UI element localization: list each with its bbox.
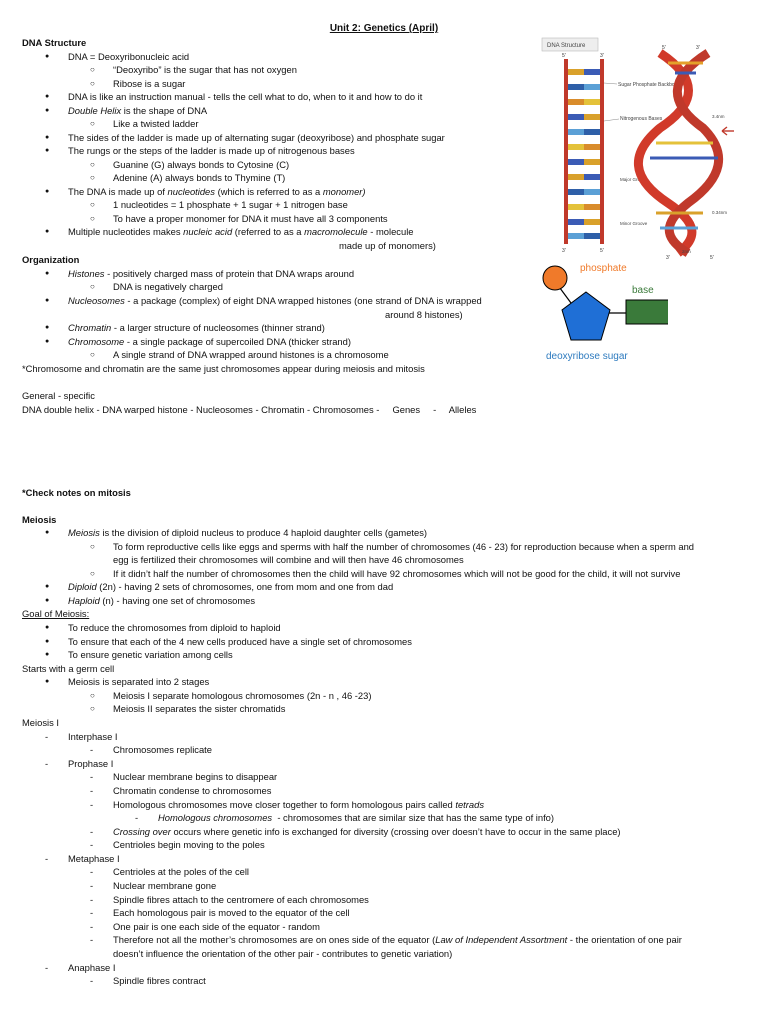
label-nitrogenous-bases: Nitrogenous Bases — [620, 116, 663, 122]
list-item: - Chromosomes replicate — [113, 744, 212, 756]
list-item: ○ If it didn’t half the number of chromosomes then the child will have 92 chromosomes which will not be good for the child, it will not survive — [113, 568, 680, 580]
ladder-rungs — [568, 69, 600, 239]
base-label: base — [632, 285, 654, 296]
ladder-left-rail — [564, 59, 568, 244]
list-item: ● Chromatin - a larger structure of nucleosomes (thinner strand) — [68, 322, 325, 334]
list-item: ● Histones - positively charged mass of protein that DNA wraps around — [68, 268, 354, 280]
heading-meiosis: Meiosis — [22, 514, 57, 525]
list-item: ● Nucleosomes - a package (complex) of eight DNA wrapped histones (one strand of DNA is wrapped — [68, 295, 482, 307]
heading-dna-structure: DNA Structure — [22, 37, 87, 48]
list-item: ● To ensure genetic variation among cells — [68, 649, 233, 661]
list-item: ● DNA = Deoxyribonucleic acid — [68, 51, 189, 63]
list-item: ○ Like a twisted ladder — [113, 118, 198, 130]
dna-structure-diagram — [538, 33, 736, 263]
list-item: - Homologous chromosomes - chromosomes that are similar size that has the same type of info) — [158, 812, 554, 824]
list-item: ● Haploid (n) - having one set of chromosomes — [68, 595, 255, 607]
sugar-label: deoxyribose sugar — [546, 351, 628, 362]
heading-goal-of-meiosis: Goal of Meiosis: — [22, 608, 90, 619]
check-notes-text: *Check notes on mitosis — [22, 487, 131, 498]
end-label: 5' — [662, 45, 666, 51]
arrow-icon — [722, 127, 734, 135]
list-item: ○ A single strand of DNA wrapped around histones is a chromosome — [113, 349, 389, 361]
list-item: - Interphase I — [68, 731, 118, 743]
list-item: ○ Meiosis I separate homologous chromosomes (2n - n , 46 -23) — [113, 690, 371, 702]
end-label: 5' — [710, 255, 714, 261]
list-item-continuation: around 8 histones) — [385, 309, 463, 320]
end-label: 3' — [666, 255, 670, 261]
label-width: 3.4nm — [712, 114, 725, 119]
list-item: - One pair is one each side of the equator - random — [113, 921, 320, 933]
page-title: Unit 2: Genetics (April) — [329, 23, 439, 34]
list-item: - Metaphase I — [68, 853, 120, 865]
list-item: - Prophase I — [68, 758, 113, 770]
general-specific-text: General - specific — [22, 390, 95, 401]
list-item: - Chromatin condense to chromosomes — [113, 785, 271, 797]
heading-meiosis-1: Meiosis I — [22, 717, 59, 728]
list-item: - Each homologous pair is moved to the equator of the cell — [113, 907, 350, 919]
list-item: - Spindle fibres attach to the centromere of each chromosomes — [113, 894, 369, 906]
list-item: ○ To have a proper monomer for DNA it must have all 3 components — [113, 213, 388, 225]
end-label: 5' — [562, 53, 566, 59]
list-item: - Homologous chromosomes move closer together to form homologous pairs called tetrads — [113, 799, 484, 811]
list-item: ○ Meiosis II separates the sister chromatids — [113, 703, 285, 715]
list-item: ● Diploid (2n) - having 2 sets of chromosomes, one from mom and one from dad — [68, 581, 393, 593]
list-item: - Therefore not all the mother’s chromosomes are on ones side of the equator (Law of Independent Assortment - the orientation of one pair — [113, 934, 682, 946]
sugar-pentagon — [562, 292, 610, 340]
hierarchy-text: DNA double helix - DNA warped histone - Nucleosomes - Chromatin - Chromosomes - Genes - Alleles — [22, 404, 477, 415]
list-item: - Anaphase I — [68, 962, 115, 974]
list-item-continuation: egg is fertilized their chromosomes will combine and will then have 46 chromosomes — [113, 554, 464, 565]
end-label: 3' — [696, 45, 700, 51]
list-item: ○ Adenine (A) always bonds to Thymine (T) — [113, 172, 285, 184]
note-text: *Chromosome and chromatin are the same just chromosomes appear during meiosis and mitosis — [22, 363, 425, 374]
list-item: ● DNA is like an instruction manual - tells the cell what to do, when to it and how to do it — [68, 91, 422, 103]
list-item: - Crossing over occurs where genetic info is exchanged for diversity (crossing over doesn’t have to occur in the same place) — [113, 826, 621, 838]
label-width: 2nm — [682, 249, 691, 254]
germ-cell-text: Starts with a germ cell — [22, 663, 115, 674]
nucleotide-diagram — [538, 258, 668, 366]
ladder-right-rail — [600, 59, 604, 244]
list-item: ○ Guanine (G) always bonds to Cytosine (C) — [113, 159, 289, 171]
end-label: 3' — [562, 248, 566, 254]
list-item-continuation: doesn’t influence the orientation of the other pair - contributes to genetic variation) — [113, 948, 453, 959]
base-rectangle — [626, 300, 668, 324]
list-item: ● Chromosome - a single package of supercoiled DNA (thicker strand) — [68, 336, 351, 348]
list-item: - Nuclear membrane gone — [113, 880, 216, 892]
list-item: ● Double Helix is the shape of DNA — [68, 105, 207, 117]
list-item: ○ To form reproductive cells like eggs and sperms with half the number of chromosomes (46 - 23) for reproduction because when a sperm and — [113, 541, 694, 553]
label-major-groove: Major Groove — [620, 177, 648, 182]
label-width: 0.34nm — [712, 210, 728, 215]
list-item: ● The DNA is made up of nucleotides (which is referred to as a monomer) — [68, 186, 366, 198]
list-item: ● Multiple nucleotides makes nucleic acid (referred to as a macromolecule - molecule — [68, 226, 414, 238]
list-item: ● To reduce the chromosomes from diploid to haploid — [68, 622, 281, 634]
diagram-tag: DNA Structure — [547, 43, 586, 49]
list-item: ● Meiosis is the division of diploid nucleus to produce 4 haploid daughter cells (gametes) — [68, 527, 427, 539]
list-item-continuation: made up of monomers) — [339, 240, 436, 251]
list-item: ● To ensure that each of the 4 new cells produced have a single set of chromosomes — [68, 636, 412, 648]
label-sugar-backbone: Sugar Phosphate Backbone — [618, 82, 681, 88]
end-label: 5' — [600, 248, 604, 254]
list-item: - Centrioles at the poles of the cell — [113, 866, 249, 878]
end-label: 3' — [600, 53, 604, 59]
list-item: - Spindle fibres contract — [113, 975, 206, 987]
list-item: ○ Ribose is a sugar — [113, 78, 185, 90]
list-item: - Centrioles begin moving to the poles — [113, 839, 265, 851]
label-minor-groove: Minor Groove — [620, 221, 648, 226]
list-item: ○ “Deoxyribo” is the sugar that has not oxygen — [113, 64, 297, 76]
list-item: ● The rungs or the steps of the ladder is made up of nitrogenous bases — [68, 145, 355, 157]
list-item: - Nuclear membrane begins to disappear — [113, 771, 277, 783]
list-item: ○ DNA is negatively charged — [113, 281, 223, 293]
phosphate-shape — [543, 266, 567, 290]
heading-organization: Organization — [22, 254, 80, 265]
list-item: ● The sides of the ladder is made up of alternating sugar (deoxyribose) and phosphate sugar — [68, 132, 445, 144]
list-item: ● Meiosis is separated into 2 stages — [68, 676, 209, 688]
phosphate-label: phosphate — [580, 263, 627, 274]
list-item: ○ 1 nucleotides = 1 phosphate + 1 sugar + 1 nitrogen base — [113, 199, 348, 211]
